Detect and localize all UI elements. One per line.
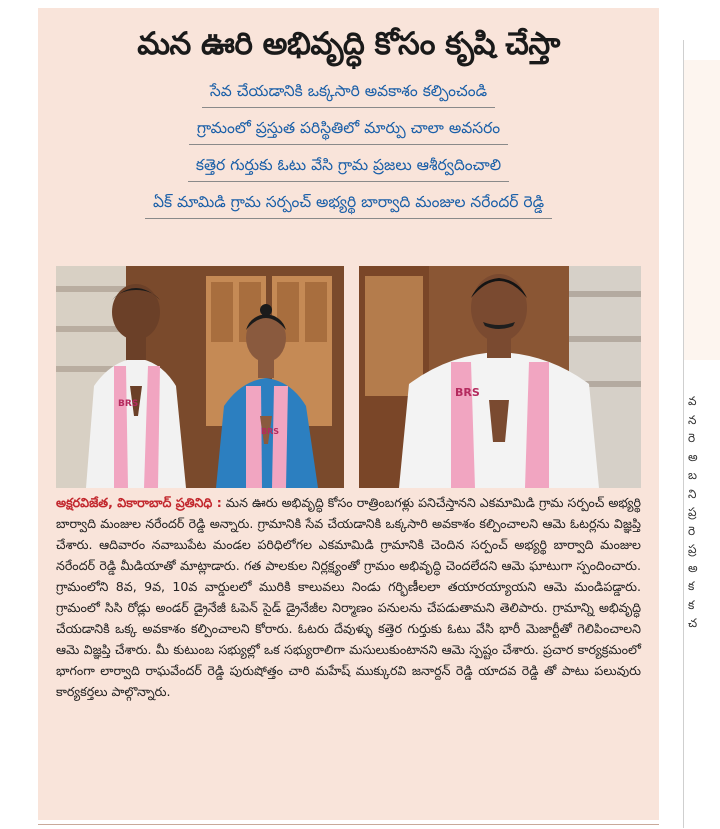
photo-row — [56, 266, 641, 488]
fragment-line: క — [688, 579, 695, 593]
subhead-2: గ్రామంలో ప్రస్తుత పరిస్థితిలో మార్పు చాలా అవసరం — [38, 115, 659, 152]
fragment-line: క — [688, 597, 695, 612]
news-clipping — [38, 8, 659, 820]
candidate-couple-photo — [56, 266, 344, 488]
subhead-1: సేవ చేయడానికి ఒక్కసారి అవకాశం కల్పించండి — [38, 78, 659, 115]
fragment-line: రె — [688, 523, 696, 538]
fragment-line: రె — [688, 431, 696, 445]
subhead-4: ఏక్ మామిడి గ్రామ సర్పంచ్ అభ్యర్థి బార్వాది మంజుల నరేందర్ రెడ్డి — [38, 189, 659, 226]
subheads — [38, 78, 659, 226]
fragment-line: అ — [688, 560, 698, 575]
fragment-line: బ — [688, 468, 698, 482]
bottom-divider — [38, 824, 659, 825]
fragment-line: ప్ర — [688, 505, 697, 519]
couple-photo-illustration — [56, 266, 344, 488]
fragment-line: న — [688, 412, 697, 427]
fragment-line: వ — [688, 394, 697, 408]
adjacent-panel — [684, 60, 720, 360]
article-body — [56, 492, 641, 702]
candidate-husband-photo — [359, 266, 641, 488]
dateline: అక్షరవిజేత, వికారాబాద్ ప్రతినిధి : — [56, 495, 222, 510]
fragment-line: చ — [688, 616, 698, 630]
headline: మన ఊరి అభివృద్ధి కోసం కృషి చేస్తా — [137, 26, 560, 62]
right-scarf-text: BRS — [455, 386, 480, 399]
subhead-3: కత్తెర గుర్తుకు ఓటు వేసి గ్రామ ప్రజలు ఆశీర్వదించాలి — [38, 152, 659, 189]
center-scarf-text: BRS — [261, 427, 280, 436]
body-paragraph: మన ఊరు అభివృద్ధి కోసం రాత్రింబగళ్లు పనిచేస్తానని ఎకమామిడి గ్రామ సర్పంచ్ అభ్యర్థి బార్వాది మంజుల నరేందర్ రెడ్డి అన్నారు. గ్రామానికి సేవ చేయడానికి ఒక్కసారి అవకాశం కల్పించాలని ఆమె ఓటర్లను విజ్ఞప్తి చేశారు. ఆదివారం నవాబుపేట మండల పరిధిలోగల ఎకమామిడి గ్రామానికి చెందిన సర్పంచ్ అభ్యర్థి బార్వాది మంజుల నరేందర్ రెడ్డి మీడియాతో మాట్లాడారు. గత పాలకుల నిర్లక్ష్యంతో గ్రామం అభివృద్ధి చెందలేదని ఆమె ఘాటుగా స్పందించారు. గ్రామంలోని 8వ, 9వ, 10వ వార్డులలో మురికి కాలువలు నిండు గర్భిణీలలా తయారయ్యాయని ఆమె మండిపడ్డారు. గ్రామంలో సిసి రోడ్లు అండర్ డ్రైనేజీ ఓపెన్ సైడ్ డ్రైనేజీల నిర్మాణం పనులను చేపడుతామని తెలిపారు. గ్రామాన్ని అభివృద్ధి చేయడానికి ఒక్క అవకాశం కల్పించాలని కోరారు. ఓటరు దేవుళ్ళు కత్తెర గుర్తుకు ఓటు వేసి భారీ మెజార్టీతో గెలిపించాలని ఆమె విజ్ఞప్తి చేశారు. మీ కుటుంబ సభ్యుల్లో ఒక సభ్యురాలిగా మసులుకుంటానని ఆమె స్పష్టం చేశారు. ప్రచార కార్యక్రమంలో భాగంగా లార్వాది రాఘవేందర్ రెడ్డి పురుషోత్తం చారి మహేష్ ముక్కురవి జనార్దన్ రెడ్డి యాదవ రెడ్డి తో పాటు పలువురు కార్యకర్తలు పాల్గొన్నారు. — [56, 495, 641, 699]
fragment-line: ని — [688, 486, 697, 501]
left-scarf-text: BRS — [118, 399, 139, 409]
fragment-line: అ — [688, 449, 698, 464]
fragment-line: ప్ర — [688, 542, 697, 556]
husband-photo-illustration — [359, 266, 641, 488]
adjacent-column-fragments — [688, 392, 718, 633]
